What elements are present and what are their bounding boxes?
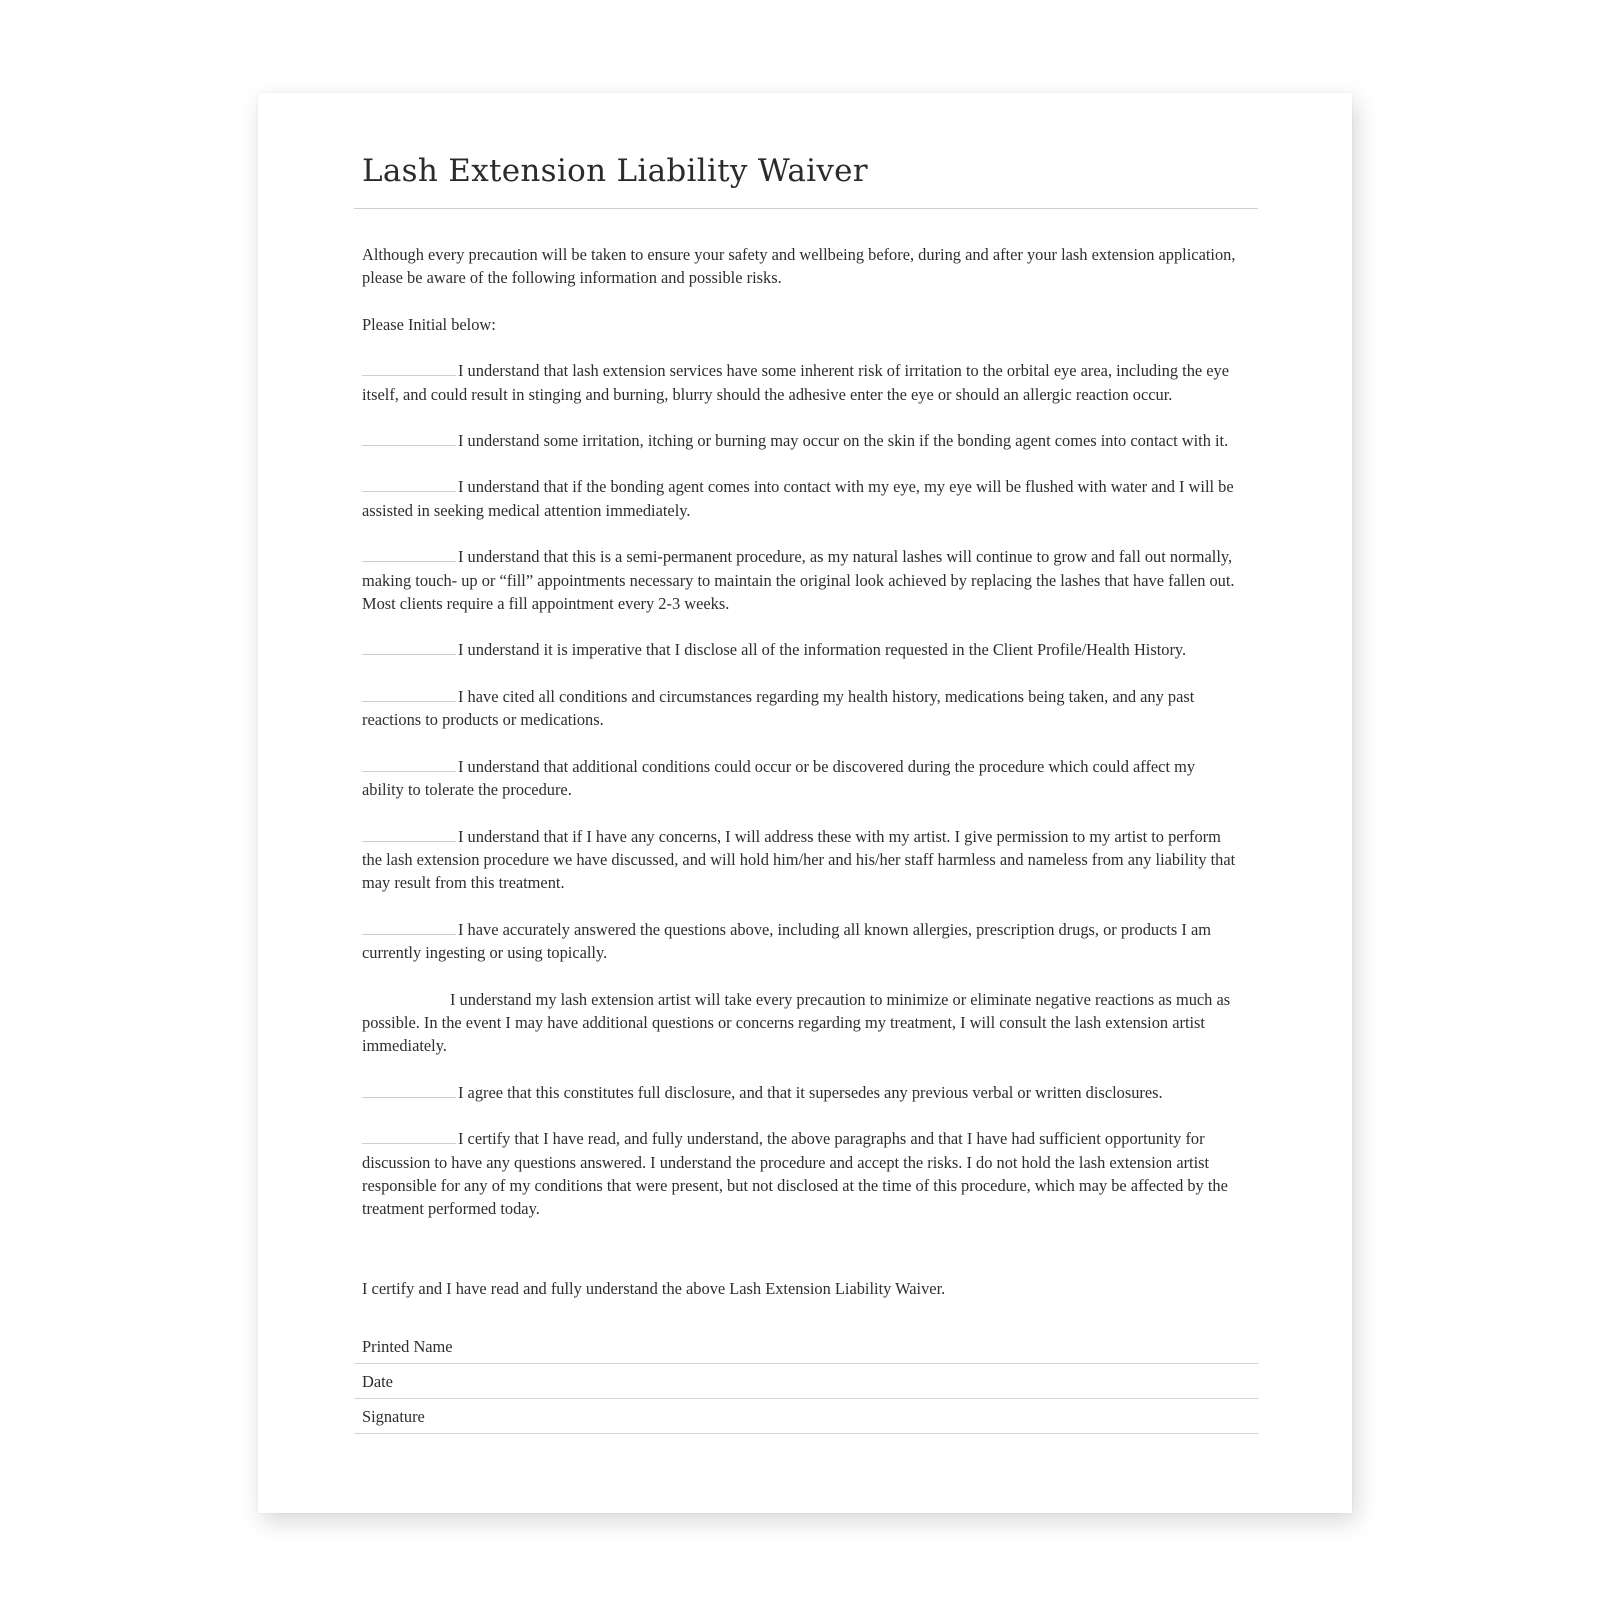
printed-name-field[interactable] [354,1329,1258,1364]
date-label: Date [362,1372,393,1391]
clause-text-2: I understand some irritation, itching or burning may occur on the skin if the bonding agent comes into contact with it. [458,431,1229,451]
clause-9 [362,918,1238,965]
initial-field-7[interactable] [362,763,456,772]
signature-label: Signature [362,1407,425,1426]
date-field[interactable] [354,1364,1258,1399]
clause-text-10: I understand my lash extension artist will take every precaution to minimize or eliminate negative reactions as much as possible. In the event I may have additional questions or concerns regarding my treatment, I will consult the lash extension artist immediately. [362,989,1231,1056]
clause-4 [362,545,1238,615]
certification-statement: I certify and I have read and fully understand the above Lash Extension Liability Waiver. [362,1279,946,1298]
clause-text-6: I have cited all conditions and circumstances regarding my health history, medications being taken, and any past reactions to products or medications. [362,686,1195,730]
clause-1 [362,359,1238,406]
clause-text-3: I understand that if the bonding agent comes into contact with my eye, my eye will be flushed with water and I will be assisted in seeking medical attention immediately. [362,477,1234,520]
clause-text-11: I agree that this constitutes full disclosure, and that it supersedes any previous verbal or written disclosures. [458,1082,1163,1102]
printed-name-label: Printed Name [362,1337,453,1356]
clause-5 [362,638,1238,661]
initial-field-8[interactable] [362,833,456,842]
initial-field-10[interactable] [362,997,450,1005]
clause-text-7: I understand that additional conditions could occur or be discovered during the procedure which could affect my ability to tolerate the procedure. [362,756,1196,800]
clause-text-12: I certify that I have read, and fully understand, the above paragraphs and that I have had sufficient opportunity for discussion to have any questions answered. I understand the procedure and accept the risks. I do not hold the lash extension artist responsible for any of my conditions that were present, but not disclosed at the time of this procedure, which may be affected by the treatment performed today. [362,1129,1228,1219]
title-divider [354,208,1258,209]
initial-field-2[interactable] [362,437,456,446]
initial-field-9[interactable] [362,926,456,935]
initial-field-6[interactable] [362,693,456,702]
clause-10 [362,988,1238,1058]
initial-field-3[interactable] [362,483,456,492]
waiver-body [362,243,1238,1244]
clause-text-5: I understand it is imperative that I disclose all of the information requested in the Client Profile/Health History. [458,640,1187,660]
clause-7 [362,755,1238,802]
waiver-page [258,93,1352,1513]
clause-12 [362,1127,1238,1221]
initial-instruction: Please Initial below: [362,314,496,334]
clause-3 [362,475,1238,522]
initial-field-5[interactable] [362,646,456,655]
signature-field[interactable] [354,1399,1258,1434]
page-title: Lash Extension Liability Waiver [362,153,868,189]
clause-2 [362,429,1238,452]
clause-text-9: I have accurately answered the questions above, including all known allergies, prescription drugs, or products I am currently ingesting or using topically. [362,919,1211,963]
intro-paragraph: Although every precaution will be taken to ensure your safety and wellbeing before, during and after your lash extension application, please be aware of the following information and possible risks. [362,245,1236,288]
clause-11 [362,1081,1238,1104]
initial-field-11[interactable] [362,1089,456,1098]
initial-field-1[interactable] [362,367,456,376]
initial-field-12[interactable] [362,1135,456,1144]
clause-text-1: I understand that lash extension services have some inherent risk of irritation to the orbital eye area, including the eye itself, and could result in stinging and burning, blurry should the adhesive enter the eye or should an allergic reaction occur. [362,361,1230,404]
clause-text-8: I understand that if I have any concerns, I will address these with my artist. I give permission to my artist to perform the lash extension procedure we have discussed, and will hold him/her and his/her staff harmless and nameless from any liability that may result from this treatment. [362,826,1236,893]
clause-6 [362,685,1238,732]
clause-text-4: I understand that this is a semi-permanent procedure, as my natural lashes will continue to grow and fall out normally, making touch- up or “fill” appointments necessary to maintain the original look achieved by replacing the lashes that have fallen out. Most clients require a fill appointment every 2-3 weeks. [362,547,1235,614]
clause-8 [362,825,1238,895]
initial-field-4[interactable] [362,553,456,562]
